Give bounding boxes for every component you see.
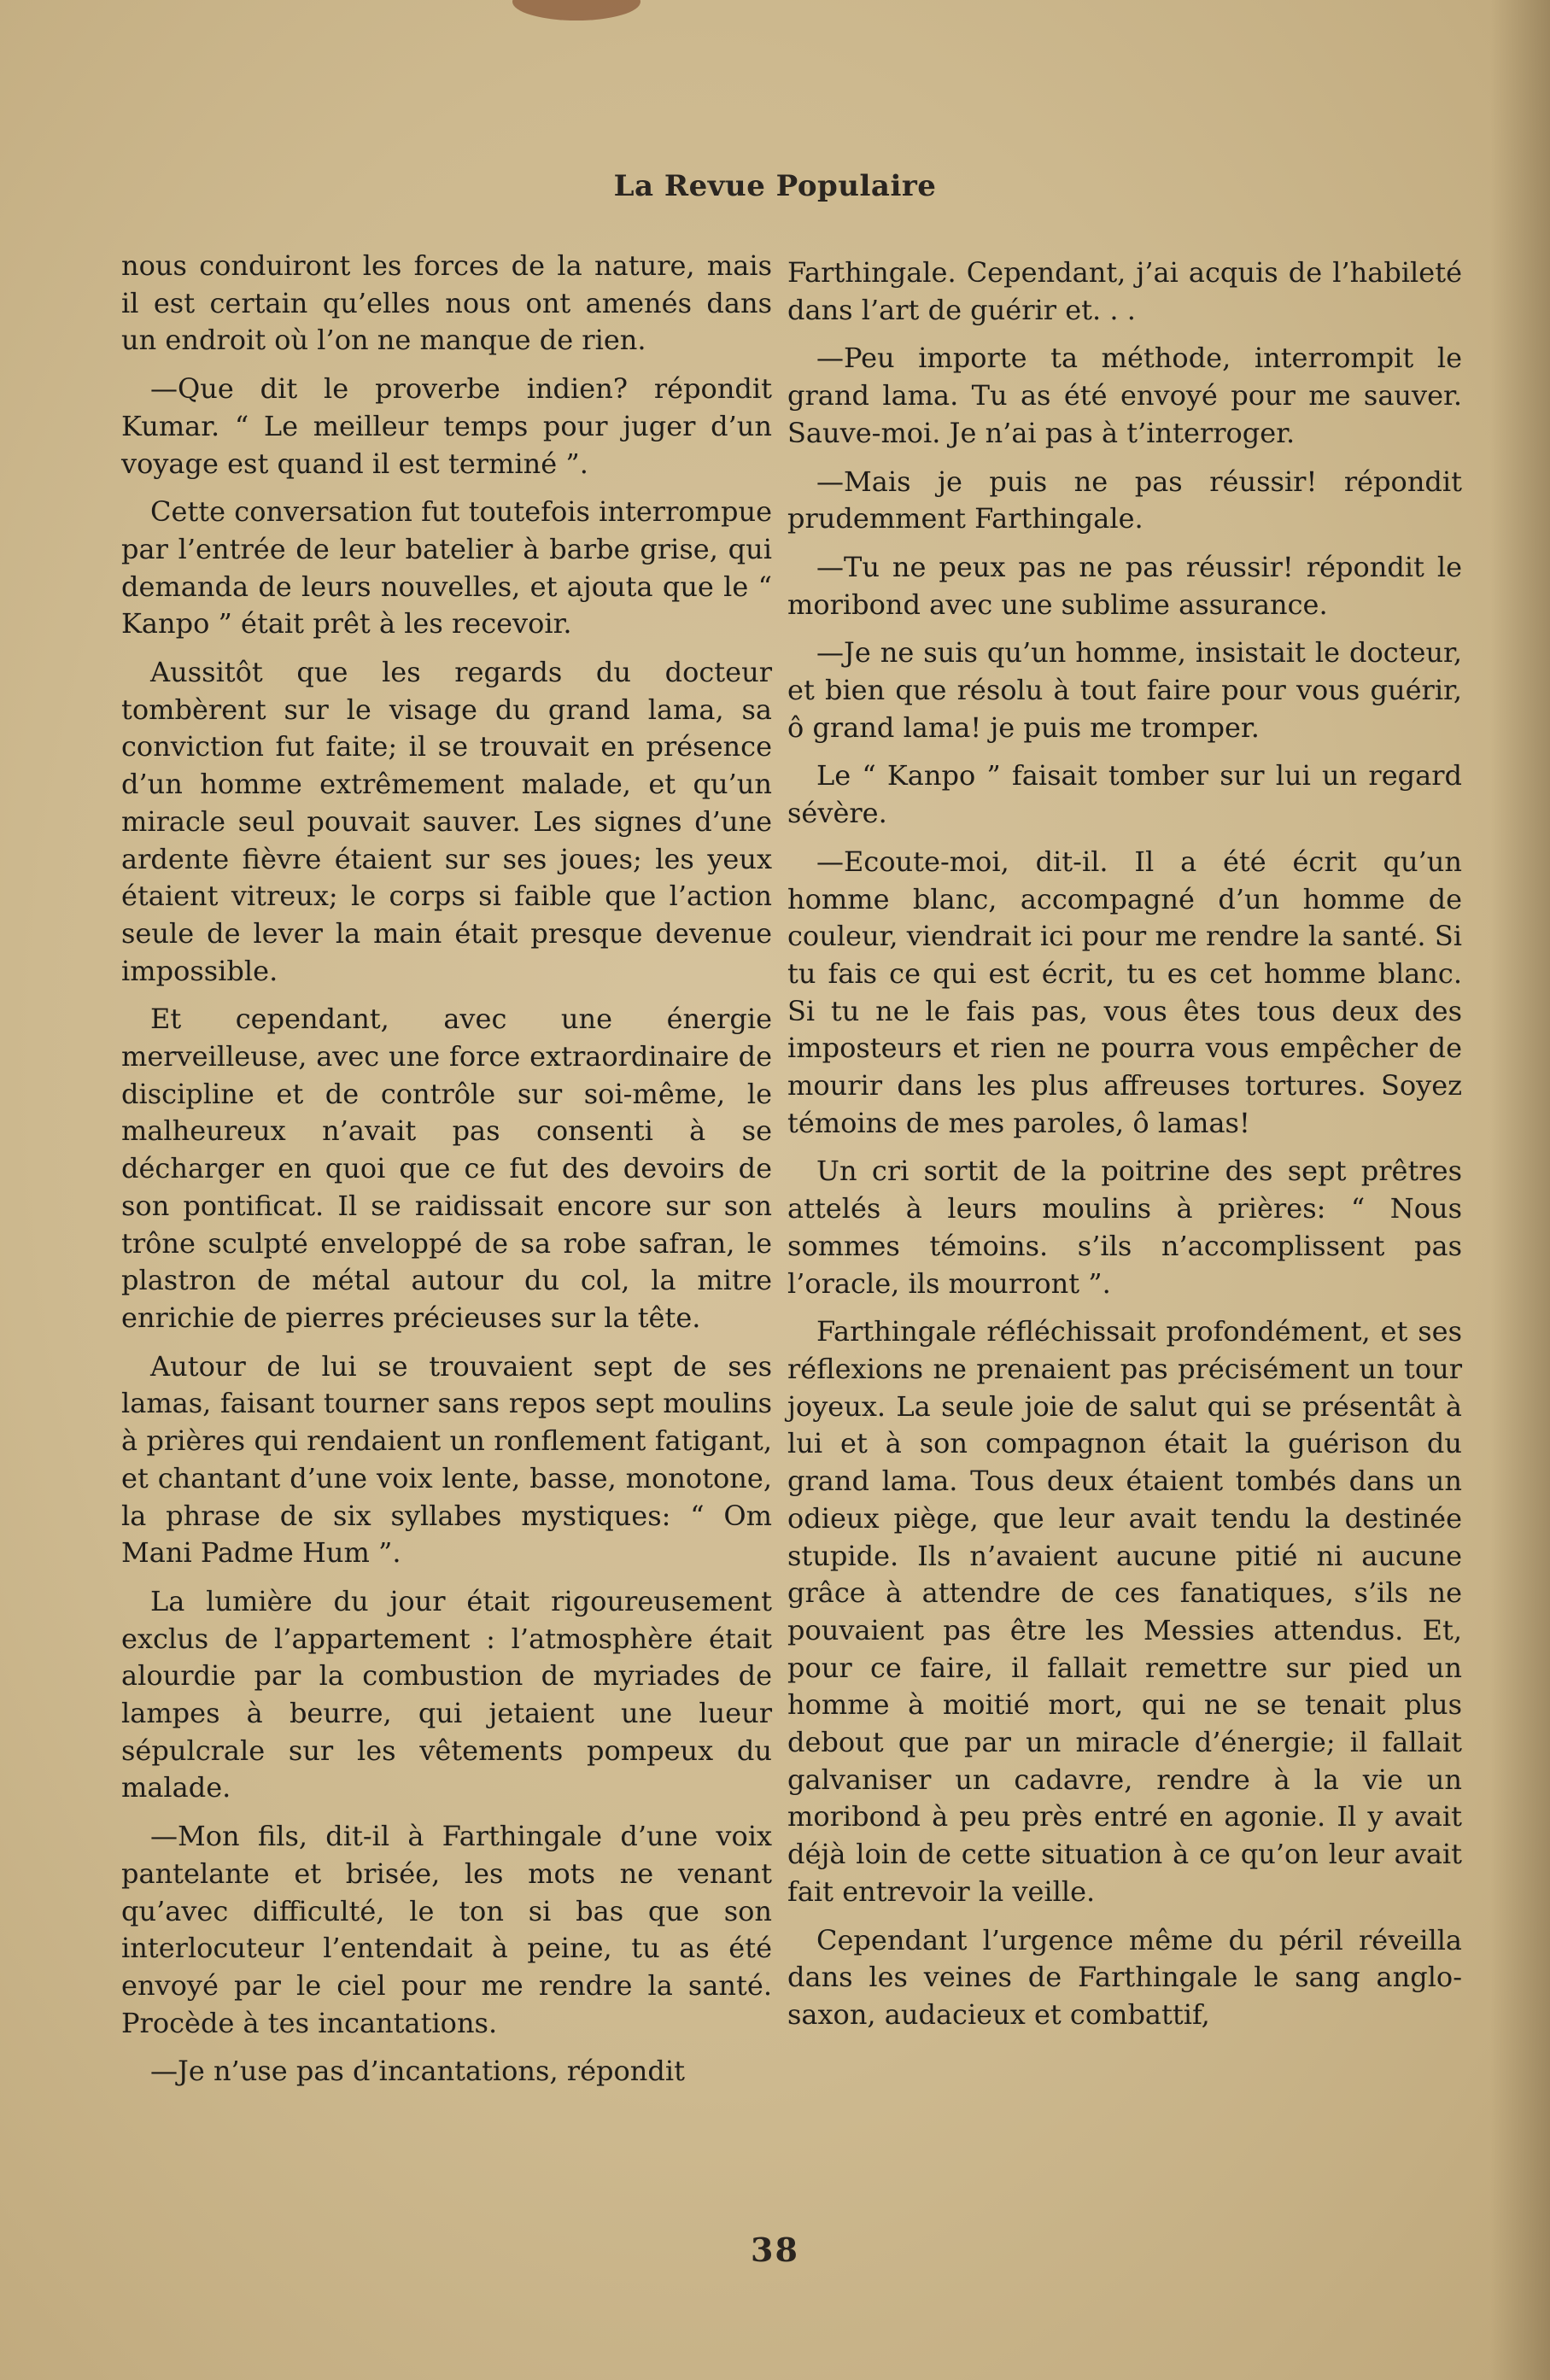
paragraph: Un cri sortit de la poitrine des sept prêtres attelés à leurs moulins à prières: “ Nous sommes témoins. s’ils n’accomplissent pas l’oracle, ils mourront ”. <box>787 1155 1462 1300</box>
page-number: 38 <box>751 2231 799 2269</box>
left-column <box>121 248 772 2102</box>
paragraph: —Je ne suis qu’un homme, insistait le docteur, et bien que résolu à tout faire pour vous guérir, ô grand lama! je puis me tromper. <box>787 636 1462 744</box>
paragraph: Cette conversation fut toutefois interrompue par l’entrée de leur batelier à barbe grise, qui demanda de leurs nouvelles, et ajouta que le “ Kanpo ” était prêt à les recevoir. <box>121 495 772 640</box>
paragraph: —Peu importe ta méthode, interrompit le grand lama. Tu as été envoyé pour me sauver. Sauve-moi. Je n’ai pas à t’interroger. <box>787 342 1462 449</box>
paragraph: —Mon fils, dit-il à Farthingale d’une voix pantelante et brisée, les mots ne venant qu’avec difficulté, le ton si bas que son interlocuteur l’entendait à peine, tu as été envoyé par le ciel pour me rendre la santé. Procède à tes incantations. <box>121 1820 772 2039</box>
paragraph: Farthingale. Cependant, j’ai acquis de l’habileté dans l’art de guérir et. . . <box>787 256 1462 326</box>
paragraph: Autour de lui se trouvaient sept de ses lamas, faisant tourner sans repos sept moulins à prières qui rendaient un ronflement fatigant, et chantant d’une voix lente, basse, monotone, la phrase de six syllabes mystiques: “ Om Mani Padme Hum ”. <box>121 1349 772 1570</box>
paragraph: —Mais je puis ne pas réussir! répondit prudemment Farthingale. <box>787 465 1462 535</box>
paragraph: Farthingale réfléchissait profondément, et ses réflexions ne prenaient pas précisément un tour joyeux. La seule joie de salut qui se présentât à lui et à son compagnon était la guérison du grand lama. Tous deux étaient tombés dans un odieux piège, que leur avait tendu la destinée stupide. Ils n’avaient aucune pitié ni aucune grâce à attendre de ces fanatiques, s’ils ne pouvaient pas être les Messies attendus. Et, pour ce faire, il fallait remettre sur pied un homme à moitié mort, qui ne se tenait plus debout que par un miracle d’énergie; il fallait galvaniser un cadavre, rendre à la vie un moribond à peu près entré en agonie. Il y avait déjà loin de cette situation à ce qu’on leur avait fait entrevoir la veille. <box>787 1315 1462 1908</box>
right-column <box>787 254 1462 2045</box>
paragraph: nous conduiront les forces de la nature, mais il est certain qu’elles nous ont amenés dans un endroit où l’on ne manque de rien. <box>121 249 772 357</box>
page-edge-shadow <box>1490 0 1550 2380</box>
paragraph: —Tu ne peux pas ne pas réussir! répondit le moribond avec une sublime assurance. <box>787 550 1462 621</box>
running-header: La Revue Populaire <box>613 169 937 203</box>
paragraph: Cependant l’urgence même du péril réveilla dans les veines de Farthingale le sang anglo-saxon, audacieux et combattif, <box>787 1923 1462 2031</box>
paragraph: Et cependant, avec une énergie merveilleuse, avec une force extraordinaire de discipline et de contrôle sur soi-même, le malheureux n’avait pas consenti à se décharger en quoi que ce fut des devoirs de son pontificat. Il se raidissait encore sur son trône sculpté enveloppé de sa robe safran, le plastron de métal autour du col, la mitre enrichie de pierres précieuses sur la tête. <box>121 1003 772 1334</box>
paragraph: Aussitôt que les regards du docteur tombèrent sur le visage du grand lama, sa conviction fut faite; il se trouvait en présence d’un homme extrêmement malade, et qu’un miracle seul pouvait sauver. Les signes d’une ardente fièvre étaient sur ses joues; les yeux étaient vitreux; le corps si faible que l’action seule de lever la main était presque devenue impossible. <box>121 656 772 987</box>
paragraph: La lumière du jour était rigoureusement exclus de l’appartement : l’atmosphère était alourdie par la combustion de myriades de lampes à beurre, qui jetaient une lueur sépulcrale sur les vêtements pompeux du malade. <box>121 1584 772 1804</box>
paper-stain <box>512 0 640 20</box>
paragraph: Le “ Kanpo ” faisait tomber sur lui un regard sévère. <box>787 759 1462 830</box>
paragraph: —Je n’use pas d’incantations, répondit <box>150 2055 685 2088</box>
paragraph: —Ecoute-moi, dit-il. Il a été écrit qu’un homme blanc, accompagné d’un homme de couleur, viendrait ici pour me rendre la santé. Si tu fais ce qui est écrit, tu es cet homme blanc. Si tu ne le fais pas, vous êtes tous deux des imposteurs et rien ne pourra vous empêcher de mourir dans les plus affreuses tortures. Soyez témoins de mes paroles, ô lamas! <box>787 845 1462 1139</box>
paragraph: —Que dit le proverbe indien? répondit Kumar. “ Le meilleur temps pour juger d’un voyage est quand il est terminé ”. <box>121 372 772 480</box>
